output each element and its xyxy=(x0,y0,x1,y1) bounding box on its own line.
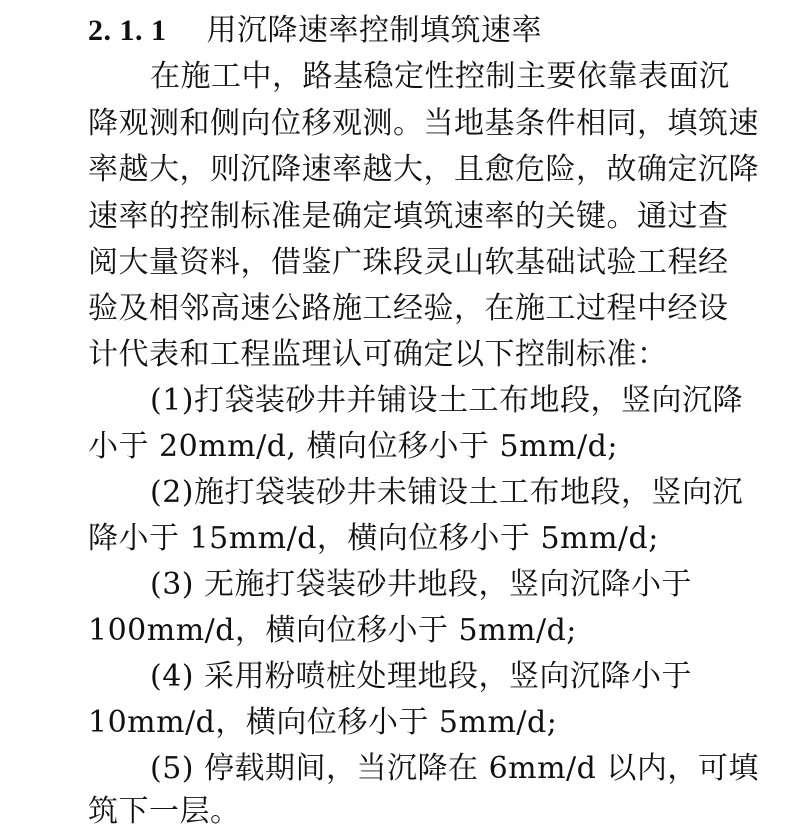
section-heading xyxy=(88,8,738,54)
section-title: 用沉降速率控制填筑速率 xyxy=(206,13,542,48)
paragraph-line: 阅大量资料，借鉴广珠段灵山软基础试验工程经 xyxy=(88,245,729,280)
list-item-4-line-2: 10mm/d，横向位移小于 5mm/d; xyxy=(88,705,558,740)
paragraph-line: 降观测和侧向位移观测。当地基条件相同，填筑速 xyxy=(88,106,759,141)
list-item-1-line-1: (1)打袋装砂井并铺设土工布地段，竖向沉降 xyxy=(150,383,743,418)
list-item-3-line-1: (3) 无施打袋装砂井地段，竖向沉降小于 xyxy=(150,567,693,602)
list-item-2-line-2: 降小于 15mm/d，横向位移小于 5mm/d; xyxy=(88,521,659,556)
list-item-4-line-1: (4) 采用粉喷桩处理地段，竖向沉降小于 xyxy=(150,659,693,694)
list-item-3-line-2: 100mm/d，横向位移小于 5mm/d; xyxy=(88,613,577,648)
section-number: 2. 1. 1 xyxy=(88,14,167,47)
list-item-5-line-1: (5) 停载期间，当沉降在 6mm/d 以内，可填 xyxy=(150,751,759,786)
paragraph-line: 在施工中，路基稳定性控制主要依靠表面沉 xyxy=(150,59,730,94)
paragraph-line: 率越大，则沉降速率越大，且愈危险，故确定沉降 xyxy=(88,152,759,187)
list-item-5-line-2: 筑下一层。 xyxy=(88,794,241,829)
paragraph-line: 速率的控制标准是确定填筑速率的关键。通过查 xyxy=(88,199,729,234)
list-item-2-line-1: (2)施打袋装砂井未铺设土工布地段，竖向沉 xyxy=(150,475,743,510)
list-item-1-line-2: 小于 20mm/d, 横向位移小于 5mm/d; xyxy=(88,429,618,464)
paragraph-line: 验及相邻高速公路施工经验，在施工过程中经设 xyxy=(88,291,729,326)
paragraph-line: 计代表和工程监理认可确定以下控制标准： xyxy=(88,337,668,372)
